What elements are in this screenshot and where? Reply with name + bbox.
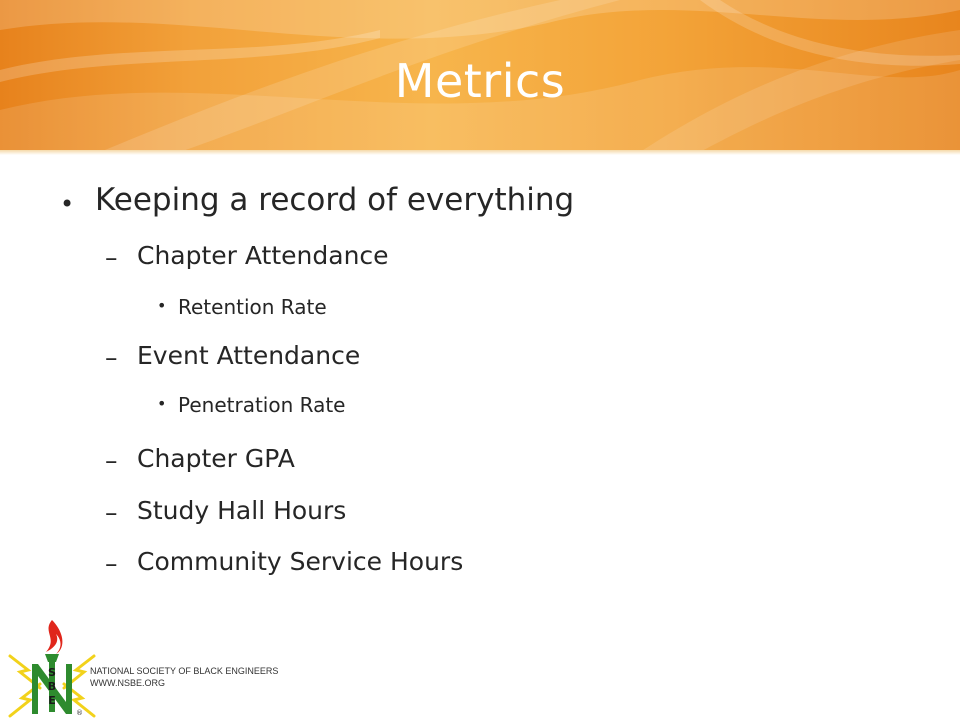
bullet-main: Keeping a record of everything <box>95 182 575 218</box>
dash-icon: – <box>105 243 118 272</box>
logo-letter-e: E <box>48 694 56 707</box>
footer-org-name: NATIONAL SOCIETY OF BLACK ENGINEERS <box>90 666 279 676</box>
bullet-icon: • <box>157 296 167 315</box>
registered-mark: ® <box>76 709 83 717</box>
logo-letter-s: S <box>48 666 56 679</box>
banner-edge <box>0 150 960 155</box>
sub-bullet-chapter-attendance: Chapter Attendance <box>137 241 389 270</box>
sub-sub-bullet-retention-rate: Retention Rate <box>178 295 327 319</box>
sub-bullet-community-service-hours: Community Service Hours <box>137 547 464 576</box>
sub-bullet-event-attendance: Event Attendance <box>137 341 361 370</box>
logo-letter-b: B <box>47 680 57 693</box>
nsbe-logo-icon <box>6 618 98 718</box>
torch-cup-icon <box>45 654 59 662</box>
dash-icon: – <box>105 498 118 527</box>
bullet-icon: • <box>157 394 167 413</box>
dash-icon: – <box>105 549 118 578</box>
sub-bullet-chapter-gpa: Chapter GPA <box>137 444 295 473</box>
torch-flame-icon <box>46 620 62 654</box>
footer-org-info <box>90 665 278 689</box>
sub-bullet-study-hall-hours: Study Hall Hours <box>137 496 347 525</box>
sub-sub-bullet-penetration-rate: Penetration Rate <box>178 393 346 417</box>
bullet-icon: • <box>60 190 75 218</box>
dash-icon: – <box>105 446 118 475</box>
dash-icon: – <box>105 343 118 372</box>
slide-title: Metrics <box>394 54 566 108</box>
footer-website: WWW.NSBE.ORG <box>90 678 165 688</box>
